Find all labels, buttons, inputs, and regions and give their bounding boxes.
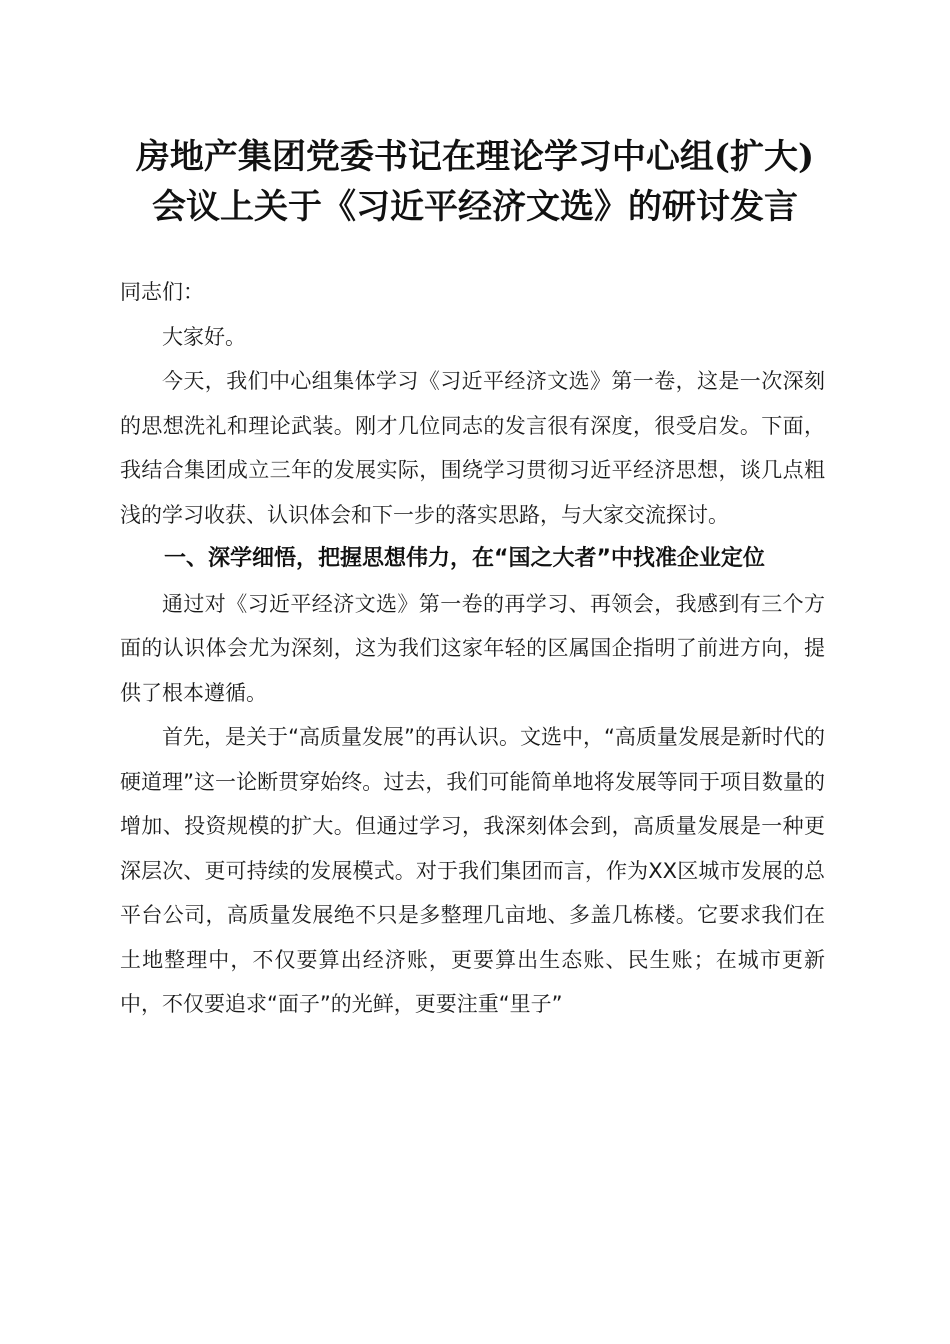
section1-paragraph-1: 通过对《习近平经济文选》第一卷的再学习、再领会，我感到有三个方面的认识体会尤为深刻，这为我们这家年轻的区属国企指明了前进方向，提供了根本遵循。 — [120, 591, 825, 705]
document-body — [120, 270, 825, 1027]
document-title — [100, 132, 850, 232]
intro-paragraph: 今天，我们中心组集体学习《习近平经济文选》第一卷，这是一次深刻的思想洗礼和理论武装。刚才几位同志的发言很有深度，很受启发。下面，我结合集团成立三年的发展实际，围绕学习贯彻习近平经济思想，谈几点粗浅的学习收获、认识体会和下一步的落实思路，与大家交流探讨。 — [120, 369, 825, 527]
section1-paragraph-2: 首先，是关于“高质量发展”的再认识。文选中，“高质量发展是新时代的硬道理”这一论断贯穿始终。过去，我们可能简单地将发展等同于项目数量的增加、投资规模的扩大。但通过学习，我深刻体会到，高质量发展是一种更深层次、更可持续的发展模式。对于我们集团而言，作为XX区城市发展的总平台公司，高质量发展绝不只是多整理几亩地、多盖几栋楼。它要求我们在土地整理中，不仅要算出经济账，更要算出生态账、民生账；在城市更新中，不仅要追求“面子”的光鲜，更要注重“里子” — [120, 725, 825, 1016]
greeting: 大家好。 — [162, 324, 246, 349]
title-line-2: 会议上关于《习近平经济文选》的研讨发言 — [152, 187, 798, 227]
salutation: 同志们： — [120, 280, 204, 304]
section-heading-1: 一、深学细悟，把握思想伟力，在“国之大者”中找准企业定位 — [164, 546, 765, 571]
title-line-1: 房地产集团党委书记在理论学习中心组(扩大) — [135, 137, 815, 177]
